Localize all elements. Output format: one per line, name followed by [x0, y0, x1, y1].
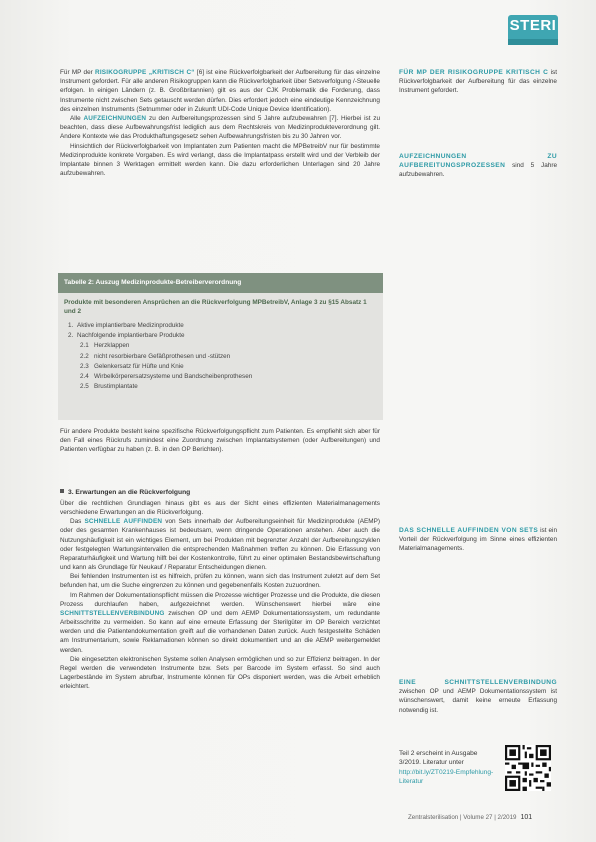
- page-footer: Zentralsterilisation | Volume 27 | 2/2019 101: [408, 814, 533, 821]
- literature-link[interactable]: http://bit.ly/ZT0219-Empfehlung-Literatur: [399, 768, 494, 786]
- square-bullet-icon: [60, 489, 64, 493]
- paragraph-after-table: Für andere Produkte besteht keine spezifische Rückverfolgungspflicht zum Patienten. Es empfiehlt sich aber für den Fall eines Rückrufs zumindest eine Zuordnung zwischen Implantatsystemen (oder Aufbereitungen) und Patienten verfügbar zu haben (z. B. in den OP Berichten).: [60, 428, 380, 454]
- sidebar-note-interface: EINE SCHNITTSTELLENVERBINDUNG zwischen OP und AEMP Dokumentationssystem ist wünschenswert, damit keine erneute Erfassung notwendig ist.: [399, 679, 557, 714]
- table-list-item: 2.5 Brustimplantate: [80, 383, 138, 391]
- paragraph-missing-instruments: Bei fehlenden Instrumenten ist es hilfreich, prüfen zu können, wann sich das Instrument zuletzt auf dem Set befunden hat, um die Suche eingrenzen zu können und gegebenenfalls Kosten zuzuordnen.: [60, 573, 380, 590]
- section-body: [60, 499, 380, 691]
- section-heading: 3. Erwartungen an die Rückverfolgung: [60, 489, 190, 496]
- qr-note: Teil 2 erscheint in Ausgabe 3/2019. Literatur unter http://bit.ly/ZT0219-Empfehlung-Literatur: [399, 750, 494, 786]
- qr-code-icon[interactable]: [505, 745, 551, 791]
- table-title: Tabelle 2: Auszug Medizinprodukte-Betreiberverordnung: [58, 273, 383, 293]
- paragraph-interface: Im Rahmen der Dokumentationspflicht müssen die Prozesse wichtiger Prozesse und die Produkte, die diesen Prozess durchlaufen haben, aufgezeichnet werden. Wünschenswert hierbei wäre eine SCHNITTSTELLENVERBINDUNG zwischen OP und dem AEMP Dokumentationssystem, um redundante Arbeitsschritte zu vermeiden. So kann auf eine erneute Erfassung der Sterilgüter im OP Bereich verzichtet werden und die Patientendokumentation greift auf die vorhandenen Daten zurück. Auch festgestellte Schäden am Instrumentarium, sowie Reklamationen können so direkt dokumentiert und an die AEMP weitergemeldet werden.: [60, 591, 380, 654]
- table-subtitle: Produkte mit besonderen Ansprüchen an die Rückverfolgung MPBetreibV, Anlage 3 zu §15 Absatz 1 und 2: [64, 299, 367, 315]
- logo-text: STERI: [509, 17, 557, 34]
- paragraph-risk-group: Für MP der RISIKOGRUPPE „KRITISCH C“ [6] ist eine Rückverfolgbarkeit der Aufbereitung für das einzelne Instrument gefordert. Für alle anderen Risikogruppen kann die Rückverfolgbarkeit über Setsverfolgung /-Steuelle erfolgen. In einigen Ländern (z. B. Großbritannien) gilt es aus der CJK Problematik die Forderung, dass Instrumente nicht zwischen Sets getauscht werden dürfen. Dies erfordert jedoch eine eindeutige Kennzeichnung des einzelnen Instruments (Setnummer oder in Zukunft UDI-Code Unique Device Identification).: [60, 69, 381, 113]
- page-number: 101: [520, 814, 533, 821]
- sidebar-note-risk-group: FÜR MP DER RISIKOGRUPPE KRITISCH C ist Rückverfolgbarkeit der Aufbereitung für das einzelne Instrument gefordert.: [399, 69, 557, 95]
- main-text-top: [60, 68, 380, 178]
- paragraph-expectations: Über die rechtlichen Grundlagen hinaus gibt es aus der Sicht eines effizienten Materialmanagements verschiedene Erwartungen an die Rückverfolgung.: [60, 500, 380, 517]
- paragraph-records: Alle AUFZEICHNUNGEN zu den Aufbereitungsprozessen sind 5 Jahre aufzubewahren [7]. Hierbei ist zu beachten, dass diese Aufbewahrungsfrist lediglich aus dem Rechtskreis von Medizinprodukteverordnung gilt. Andere Kontexte wie das Produkthaftungsgesetz sehen Aufbewahrungsfristen bis zu 30 Jahren vor.: [60, 115, 380, 141]
- table-list-item: 2.4 Wirbelkörperersatzsysteme und Bandscheibenprothesen: [80, 373, 253, 381]
- table-list-item: 2.1 Herzklappen: [80, 342, 130, 350]
- paragraph-fast-finding: Das SCHNELLE AUFFINDEN von Sets innerhalb der Aufbereitungseinheit für Medizinprodukte (AEMP) oder des gesamten Krankenhauses ist bedeutsam, wenn dringende Operationen anstehen. Aber auch die Nutzungshäufigkeit ist ein wichtiges Element, um bei Produkten mit begrenzter Anzahl der Aufbereitungszyklen oder festgelegten Wartungsintervallen die entsprechenden Maßnahmen treffen zu können. Die Erfassung von Reparaturhäufigkeit und Wartung hilft bei der Kostenkontrolle, führt zu einer optimalen Bestandsbewirtschaftung und kann als Grundlage für Neukauf / Reparatur Entscheidungen dienen.: [60, 518, 381, 572]
- table-list-item: 2.3 Gelenkersatz für Hüfte und Knie: [80, 362, 184, 370]
- table-list-item: 1. Aktive implantierbare Medizinprodukte: [68, 322, 184, 329]
- paragraph-implants: Hinsichtlich der Rückverfolgbarkeit von Implantaten zum Patienten macht die MPBetreibV nur für bestimmte Medizinprodukte konkrete Vorgaben. Es wird verlangt, dass die Implantatpass erstellt wird und der Verbleib der Implantate binnen 3 Werktagen ermittelt werden kann. Die dazu erforderlichen Unterlagen sind 20 Jahre aufzubewahren.: [60, 142, 380, 178]
- logo-bar: [508, 39, 558, 45]
- highlight-fast-finding: SCHNELLE AUFFINDEN: [84, 518, 163, 526]
- highlight-records: AUFZEICHNUNGEN: [83, 115, 147, 123]
- highlight-risk-group: RISIKOGRUPPE „KRITISCH C“: [95, 69, 195, 76]
- paragraph-systems: Die eingesetzten elektronischen Systeme sollen Analysen ermöglichen und so zur Effizienz beitragen. In der Regel werden die verwendeten Instrumente bzw. Sets per Barcode im System erfasst. So sind auch Lagerbestände im System abrufbar, Instrumente können für OPs disponiert werden, was die Arbeit erheblich erleichtert.: [60, 655, 380, 691]
- table-list-item: 2.2 nicht resorbierbare Gefäßprothesen und -stützen: [80, 352, 231, 360]
- sidebar-note-records: AUFZEICHNUNGEN ZU AUFBEREITUNGSPROZESSEN sind 5 Jahre aufzubewahren.: [399, 153, 557, 179]
- table-list-item: 2. Nachfolgende implantierbare Produkte: [68, 332, 185, 340]
- table-2-box: [58, 273, 383, 420]
- journal-logo: [508, 15, 558, 39]
- table-list: [58, 316, 383, 392]
- sidebar-note-fast-finding: DAS SCHNELLE AUFFINDEN VON SETS ist ein Vorteil der Rückverfolgung im Sinne eines effizienten Materialmanagements.: [399, 527, 557, 553]
- highlight-interface: SCHNITTSTELLENVERBINDUNG: [60, 609, 165, 617]
